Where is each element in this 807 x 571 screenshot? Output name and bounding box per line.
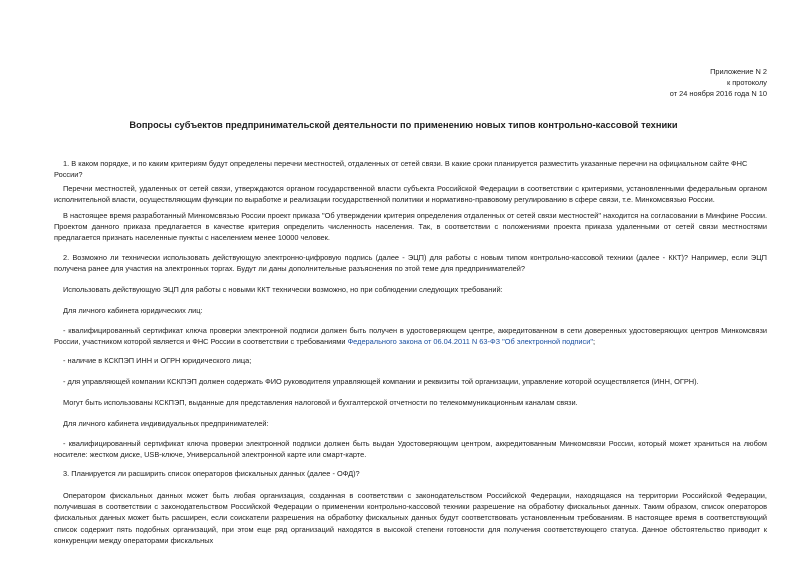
answer-2-requirement-inn: - наличие в КСКПЭП ИНН и ОГРН юридического лица;: [63, 356, 252, 365]
answer-2-legal-entities-heading: Для личного кабинета юридических лиц:: [63, 306, 203, 315]
answer-2-requirement-certificate: [54, 325, 767, 347]
federal-law-link[interactable]: Федерального закона от 06.04.2011 N 63-ФЗ "Об электронной подписи": [347, 337, 593, 347]
appendix-line-2: к протоколу: [726, 78, 767, 87]
question-3: 3. Планируется ли расширить список операторов фискальных данных (далее - ОФД)?: [63, 469, 360, 478]
requirement-certificate-end: ;: [593, 337, 596, 347]
answer-2-requirement-management: - для управляющей компании КСКПЭП должен содержать ФИО руководителя управляющей компании и реквизиты той организации, управление которой осуществляется (ИНН, ОГРН).: [63, 377, 699, 386]
answer-2-requirement-entrepreneurs: - квалифицированный сертификат ключа проверки электронной подписи должен быть выдан Удостоверяющим центром, аккредитованным Минкомсвязи России, который может храниться на любом носителе: жестком диске, USB-ключе, Универсальной электронной карте или смарт-карте.: [54, 439, 767, 460]
question-2: 2. Возможно ли технически использовать действующую электронно-цифровую подпись (далее - ЭЦП) для работы с новым типом контрольно-кассовой техники (далее - ККТ)? Например, если ЭЦП получена ранее для участия на электронных торгах. Будут ли даны дополнительные разъяснения по этой теме для предпринимателей?: [54, 253, 767, 274]
answer-2-entrepreneurs-heading: Для личного кабинета индивидуальных предпринимателей:: [63, 419, 269, 428]
document-title: Вопросы субъектов предпринимательской деятельности по применению новых типов контрольно-кассовой техники: [129, 120, 678, 130]
appendix-header: [670, 66, 767, 99]
appendix-line-3: от 24 ноября 2016 года N 10: [669, 89, 767, 98]
answer-2-intro: Использовать действующую ЭЦП для работы с новыми ККТ технически возможно, но при соблюдении следующих требований:: [63, 285, 503, 294]
appendix-line-1: Приложение N 2: [710, 67, 767, 76]
requirement-certificate-text: - квалифицированный сертификат ключа проверки электронной подписи должен быть получен в удостоверяющем центре, аккредитованном в сети доверенных удостоверяющих центров Минкомсвязи России, участником которой является и ФНС России в соответствии с требованиями: [54, 326, 767, 347]
question-1: 1. В каком порядке, и по каким критериям будут определены перечни местностей, отдаленных от сетей связи. В какие сроки планируется разместить указанные перечни на официальном сайте ФНС России?: [54, 159, 748, 180]
answer-1-paragraph-1: Перечни местностей, удаленных от сетей связи, утверждаются органом государственной власти субъекта Российской Федерации в соответствии с критериями, установленными федеральным органом исполнительной власти, осуществляющим функции по выработке и реализации государственной политики и нормативно-правовому регулированию в сфере связи, т.е. Минкомсвязью России.: [54, 184, 767, 205]
answer-1-paragraph-2: В настоящее время разработанный Минкомсвязью России проект приказа "Об утверждении критерия определения отдаленных от сетей связи местностей" находится на согласовании в Минфине России. Проектом данного приказа предлагается в качестве критерия определить численность населения. Так, в соответствии с положениями проекта приказа удаленными от сетей связи местностями предлагается признать населенные пункты с населением менее 10000 человек.: [54, 211, 767, 243]
answer-2-note: Могут быть использованы КСКПЭП, выданные для представления налоговой и бухгалтерской отчетности по телекоммуникационным каналам связи.: [63, 398, 578, 407]
answer-3-paragraph-1: Оператором фискальных данных может быть любая организация, созданная в соответствии с законодательством Российской Федерации, находящаяся на территории Российской Федерации, получившая в соответствии с законодательством Российской Федерации о применении контрольно-кассовой техники разрешение на обработку фискальных данных. Таким образом, список операторов фискальных данных может быть расширен, если соискатели разрешения на обработку фискальных данных будут соответствовать установленным требованиям. В настоящее время в соответствующий список содержит пять подобных организаций, при этом еще ряд организаций находятся в высокой степени готовности для получения соответствующего статуса. Данное обстоятельство приводит к конкуренции между операторами фискальных: [54, 491, 767, 545]
